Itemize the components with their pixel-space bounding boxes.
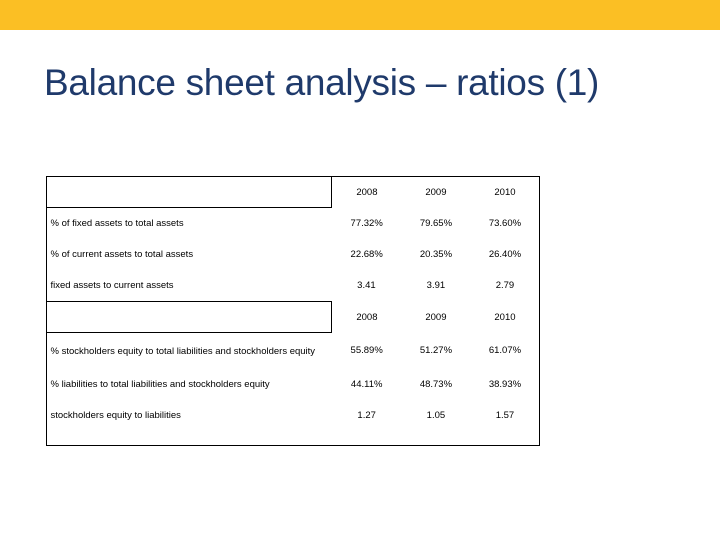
row-label: % liabilities to total liabilities and stockholders equity — [50, 379, 270, 390]
table-row — [47, 369, 540, 400]
cell-value: 48.73% — [419, 379, 453, 390]
cell-value: 3.91 — [426, 280, 446, 292]
cell-value: 22.68% — [350, 249, 383, 260]
header-blank-cell — [47, 302, 332, 333]
table-row — [47, 208, 540, 240]
row-label: fixed assets to current assets — [50, 280, 174, 291]
cell-value: 44.11% — [350, 379, 383, 390]
header-blank-cell — [47, 177, 332, 208]
table-row — [47, 400, 540, 431]
cell-value: 55.89% — [350, 345, 383, 357]
cell-value: 3.41 — [357, 280, 376, 292]
cell-value: 1.57 — [495, 410, 515, 421]
cell-value: 61.07% — [488, 345, 522, 357]
year-header: 2008 — [356, 186, 378, 198]
row-label: % of fixed assets to total assets — [50, 218, 184, 229]
cell-value: 77.32% — [350, 217, 383, 229]
cell-value: 26.40% — [488, 249, 522, 260]
year-header: 2009 — [425, 311, 447, 323]
row-label: % of current assets to total assets — [50, 249, 194, 260]
cell-value: 20.35% — [419, 249, 453, 260]
cell-value: 73.60% — [488, 217, 522, 229]
table-row — [47, 270, 540, 302]
cell-value: 1.27 — [357, 410, 376, 421]
year-header: 2009 — [425, 186, 447, 198]
slide-title: Balance sheet analysis – ratios (1) — [44, 62, 600, 103]
row-label: % stockholders equity to total liabilities and stockholders equity — [50, 345, 316, 357]
cell-value: 38.93% — [488, 379, 522, 390]
table-header-row — [47, 177, 540, 208]
table-row — [47, 333, 540, 370]
year-header: 2010 — [494, 186, 516, 198]
table-row — [47, 239, 540, 270]
cell-value: 79.65% — [419, 217, 453, 229]
row-label: stockholders equity to liabilities — [50, 410, 181, 421]
table-header-row — [47, 302, 540, 333]
top-accent-bar — [0, 0, 720, 30]
ratios-table — [46, 176, 540, 431]
year-header: 2008 — [356, 311, 378, 323]
cell-value: 51.27% — [419, 345, 453, 357]
year-header: 2010 — [494, 311, 516, 323]
cell-value: 1.05 — [426, 410, 446, 421]
cell-value: 2.79 — [495, 280, 515, 292]
